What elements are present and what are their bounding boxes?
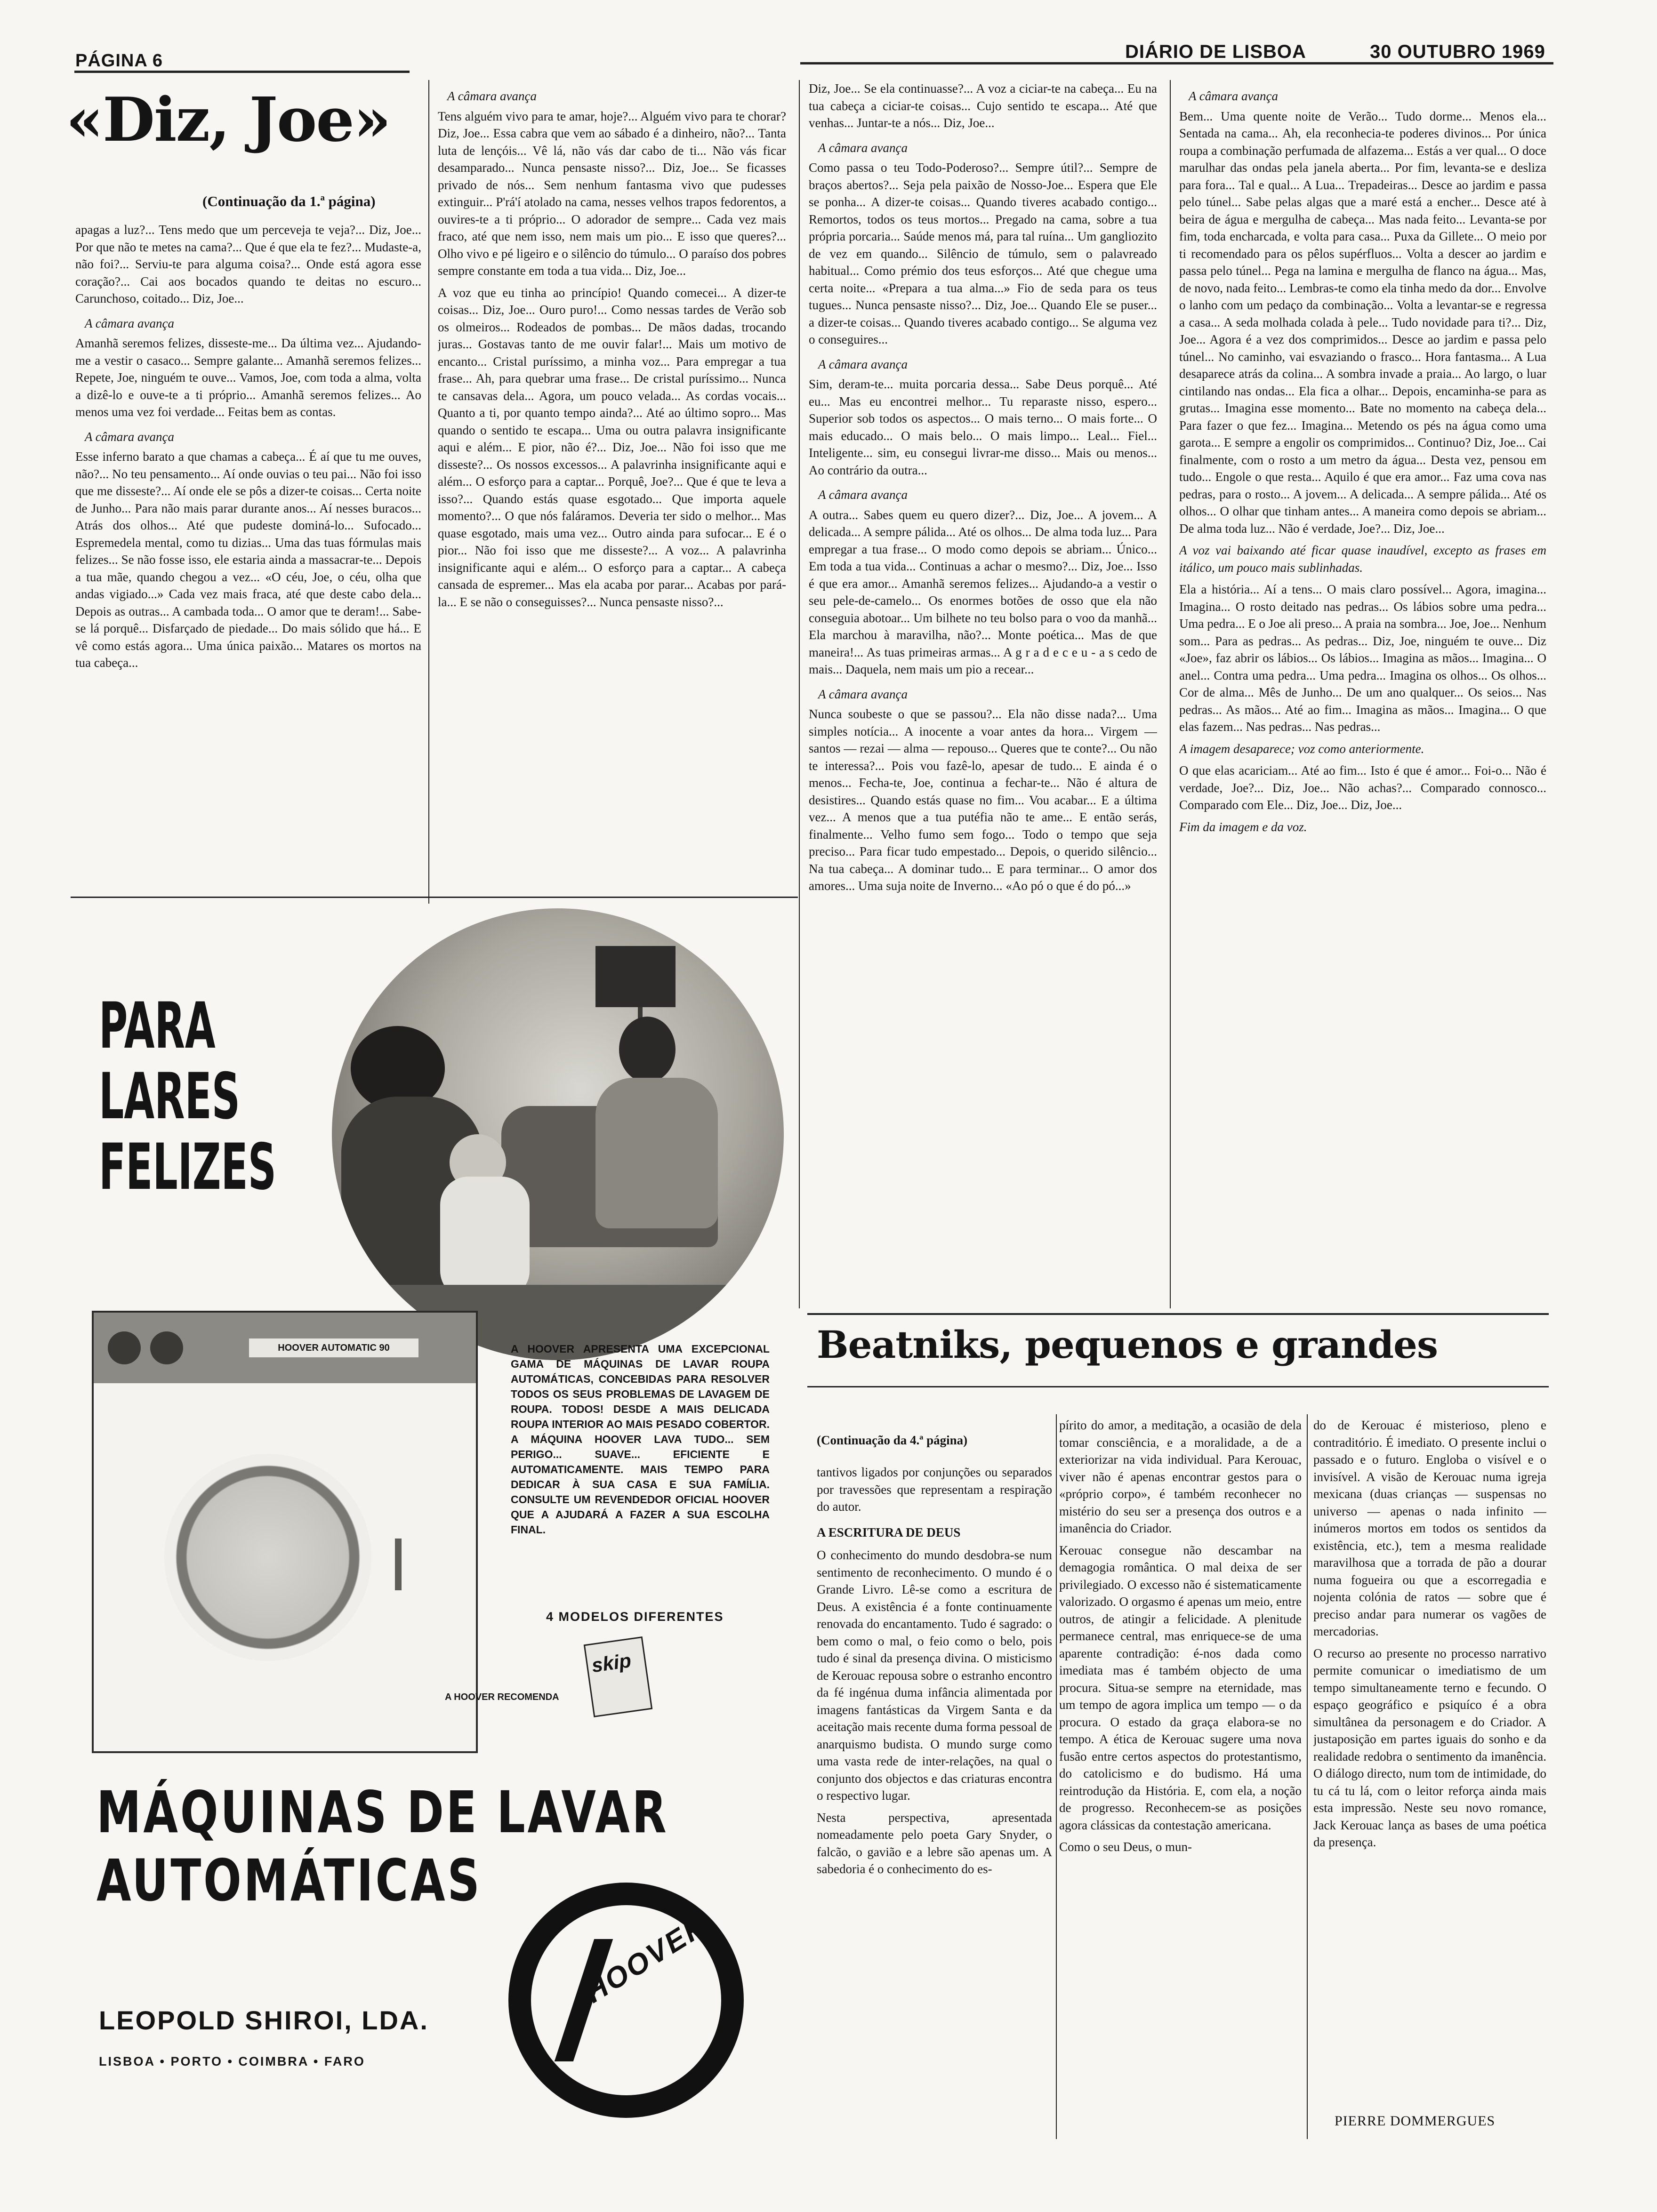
skip-product-badge [584,1636,652,1717]
paragraph: O que elas acariciam... Até ao fim... Isto é que é amor... Foi-o... Não é verdade, Joe?... Diz, Joe... Não achas?... Comparado connosco... Comparado com Ele... Diz, Joe... Diz, Joe... [1179,763,1546,812]
paragraph: A voz que eu tinha ao princípio! Quando comecei... A dizer-te coisas... Diz, Joe... Ouro puro!... Como nessas tardes de Verão sob os olmeiros... Rodeados de pombas... De mãos dadas, trocando juras... Gostavas tanto de me ouvir falar!... Mais um motivo de encanto... Cristal puríssimo, a minha voz... Para empregar a tua frase... Ah, para quebrar uma frase... De cristal puríssimo... Nunca te cansavas dela... Agora, um pouco velada... As cordas vocais... Quanto a ti, por quanto tempo ainda?... Até ao último sopro... Mas quando o sentido te escapa... Uma ou outra palavra insignificante aqui e além... E pior, não é?... Diz, Joe... Não foi isso que me disseste?... Os nossos excessos... A palavrinha insignificante aqui e além... O esforço para a captar... Porquê, Joe?... Que é que te leva a isso?... Quando estás quase esgotado... Que importa aquele momento?... O que nós faláramos. Deveria ter sido o melhor... Mas quase esgotado, mais uma vez... Outro ainda para sufocar... E é o pior... Não foi isso que me disseste?... A voz... A palavrinha insignificante aqui e além... O esforço para a captar... A cabeça cansada de espremer... Mas ela acaba por parar... Acabas por pará-la... E se não o conseguisses?... Nunca pensaste nisso?... [438,285,786,609]
section-heading: A ESCRITURA DE DEUS [817,1525,961,1539]
ad-headline-line: PARA [99,989,216,1063]
header-rule-right [800,62,1553,64]
column-rule [1170,80,1171,1308]
section-rule [807,1313,1549,1315]
article-column-1 [75,221,421,885]
section-subheading: A câmara avança [818,488,908,502]
article-title: Beatniks, pequenos e grandes [817,1322,1438,1367]
section-subheading: A câmara avança [818,357,908,371]
ad-headline-line: FELIZES [99,1130,276,1204]
control-dial-icon [108,1331,141,1364]
door-handle-icon [395,1539,402,1590]
hoover-logo [508,1883,744,2118]
paragraph: pírito do amor, a meditação, a ocasião de dela tomar consciência, e a moralidade, a de a exteriorizar na vida individual. Para Kerouac, viver não é apenas encontrar gestos para o «próprio corpo», é também reconhecer no mistério do seu ser a presença dos outros e a imanência do Criador. [1059,1418,1302,1535]
paragraph: tantivos ligados por conjunções ou separados por travessões que representam a respiração do autor. [817,1465,1052,1514]
machine-model-label: HOOVER AUTOMATIC 90 [249,1338,418,1357]
article-column-4 [1179,80,1546,1322]
man-figure [619,1017,676,1082]
ad-headline-line: LARES [99,1059,241,1133]
article-column-3 [809,80,1157,1322]
page-number: PÁGINA 6 [75,51,163,71]
article-continuation: (Continuação da 4.ª página) [817,1433,968,1447]
column-rule [799,80,800,1308]
section-subheading: A câmara avança [1189,89,1278,103]
section-subheading: A câmara avança [85,316,174,330]
window-shape [595,946,676,1007]
ad-slogan-line-1: MÁQUINAS DE LAVAR [97,1779,669,1846]
column-rule [1056,1414,1057,2139]
family-photo [332,908,784,1360]
paragraph: Como o seu Deus, o mun- [1059,1840,1192,1854]
column-rule [428,80,429,904]
control-panel [94,1313,476,1383]
control-dial-icon [150,1331,183,1364]
paragraph: O recurso ao presente no processo narrativo permite comunicar o imediatismo de um tempo simultaneamente terno e fecundo. O espaço geográfico e psiquíco é a obra simultânea da personagem e do Criador. A justaposição em partes iguais do sonho e da realidade redobra o sentimento da imanência. O diálogo directo, num tom de intimidade, do tu cá tu lá, com o leitor reforça ainda mais esta impressão. Neste seu novo romance, Jack Kerouac lança as bases de uma poética da presença. [1313,1646,1546,1849]
paragraph: Amanhã seremos felizes, disseste-me... Da última vez... Ajudando-me a vestir o casaco... Sempre galante... Amanhã seremos felizes... Repete, Joe, ninguém te ouve... Vamos, Joe, com toda a alma, volta a dizê-lo e ouve-te a ti próprio... Amanhã seremos felizes... Ao menos uma vez foi verdade... Feitas bem as contas. [75,336,421,419]
section-subheading: A câmara avança [818,687,908,701]
article-continuation: (Continuação da 1.ª página) [202,193,376,209]
paragraph: Nesta perspectiva, apresentada nomeadamente pelo poeta Gary Snyder, o falcão, o gavião e a lebre são apenas um. A sabedoria é o conhecimento do es- [817,1810,1052,1876]
paragraph: Tens alguém vivo para te amar, hoje?... Alguém vivo para te chorar? Diz, Joe... Essa cabra que vem ao sábado é a dinheiro, não?... Tanta luta de lençóis... Vê lá, não vás dar cabo de ti... Não vás ficar desamparado... Nunca pensaste nisso?... Diz, Joe... Se ficasses privado de nós... Sem nenhum fantasma vivo que pudesses extinguir... P'rá'í atolado na cama, nesses velhos trapos fedorentos, a ouvires-te a ti próprio... O adorador de sempre... Cada vez mais fraco, até que nem isso, nem mais um pio... E isso que queres?... Olho vivo e pé ligeiro e o silêncio do túmulo... O paraíso dos pobres sempre constante em toda a tua vida... Diz, Joe... [438,109,786,278]
paragraph: Como passa o teu Todo-Poderoso?... Sempre útil?... Sempre de braços abertos?... Seja pela paixão de Nosso-Joe... Espera que Ele se ponha... A dizer-te coisas... Quando tiveres acabado contigo... Remortos, todos os teus mortos... Pregado na cama, sobre a tua própria porcaria... Saúde menos má, para tal ruína... Um gangliozito de vez em quando... Silêncio de túmulo, sem o palavreado habitual... Como prémio dos teus esforços... Até que chegue uma certa noite... «Prepara a tua alma...» Fio de seda para os teus tugues... Nunca pensaste nisso?... Diz, Joe... Quando Ele se puser... a dizer-te coisas... Quando tiveres acabado contigo... Se alguma vez o conseguires... [809,160,1157,346]
ad-body-copy: A HOOVER APRESENTA UMA EXCEPCIONAL GAMA DE MÁQUINAS DE LAVAR ROUPA AUTOMÁTICAS, CONCEBIDAS PARA RESOLVER TODOS OS SEUS PROBLEMAS DE LAVAGEM DE ROUPA. TODOS! DESDE A MAIS DELICADA ROUPA INTERIOR AO MAIS PESADO COBERTOR. A MÁQUINA HOOVER LAVA TUDO... SEM PERIGO... SUAVE... EFICIENTE E AUTOMATICAMENTE. MAIS TEMPO PARA DEDICAR À SUA CASA E SUA FAMÍLIA. CONSULTE UM REVENDEDOR OFICIAL HOOVER QUE A AJUDARÁ A FAZER A SUA ESCOLHA FINAL. [511,1343,770,1536]
ad-slogan-line-2: AUTOMÁTICAS [97,1847,482,1914]
child-body [440,1177,530,1299]
paragraph: Esse inferno barato a que chamas a cabeça... É aí que tu me ouves, não?... No teu pensamento... Aí onde ouvias o teu pai... Não foi isso que me disseste?... Aí onde ele se pôs a dizer-te coisas... Certa noite de Junho... Para não mais parar durante anos... Aí nesses buracos... Atrás dos olhos... Até que pudeste dominá-lo... Sufocado... Espremedela mental, como tu dizias... Uma das tuas fórmulas mais felizes... Se não fosse isso, ele estaria ainda a massacrar-te... Depois a tua mãe, quando chegou a vez... «O céu, Joe, o céu, olha que andas vigiado...» Cada vez mais fraca, até que deste cabo dela... Depois as outras... A cambada toda... O amor que te deram!... Sabe-se lá porquê... Disfarçado de piedade... Do mais sólido que há... E vê como estás agora... Uma única paixão... Matares os mortos na tua cabeça... [75,449,421,670]
paragraph: Kerouac consegue não descambar na demagogia romântica. O mal deixa de ser privilegiado. O excesso não é sistematicamente valorizado. O orgasmo é apenas um meio, entre outros, de atingir a felicidade. A plenitude permanece central, mas enriquece-se de uma aparente contradição: é-nos dada como imediata mas é também objecto de uma procura. Situa-se sempre na eternidade, mas um tempo de agora implica um tempo — o da procura. O estado da graça elabora-se no tempo. A ética de Kerouac sugere uma nova fusão entre certos aspectos do protestantismo, do catolicismo e do budismo. Há uma reintrodução da História. E, com ela, a noção de progresso. Reconhecem-se as posições agora clássicas da contestação americana. [1059,1543,1302,1832]
article-title: «Diz, Joe» [66,85,390,155]
section-subheading: A câmara avança [447,89,537,103]
article-column-3 [1313,1417,1546,2104]
issue-date: 30 OUTUBRO 1969 [1370,41,1545,62]
paragraph: Diz, Joe... Se ela continuasse?... A voz a ciciar-te na cabeça... Eu na tua cabeça a ciciar-te coisas... Cujo sentido te escapa... Até que venhas... Juntar-te a nós... Diz, Joe... [809,81,1157,130]
ad-models-line: 4 MODELOS DIFERENTES [546,1610,724,1624]
paragraph: do de Kerouac é misterioso, pleno e contraditório. É imediato. O presente inclui o passado e o futuro. Engloba o visível e o invisível. A visão de Kerouac numa igreja mexicana (duas crianças — suspensas no universo — apenas o nada infinito — inúmeros mortos em todos os sentidos da existência, etc.), tem a mesma realidade maravilhosa que a torrada de pão a dourar numa fogueira ou que a escorregadia e nojenta colónia de ratos — sobre que é preciso andar para numerar os vagões de mercadorias. [1313,1418,1546,1638]
article-column-2 [1059,1417,1302,2141]
skip-label: skip [590,1649,633,1677]
paragraph: Ela a história... Aí a tens... O mais claro possível... Agora, imagina... Imagina... O rosto deitado nas pedras... Os lábios sobre uma pedra... Uma pedra... E o Joe ali preso... A praia na sombra... Joe, Joe... Nenhum som... Para as pedras... As pedras... Diz, Joe, ninguém te ouve... Diz «Joe», faz abrir os lábios... Os lábios... Imagina as mãos... Imagina... O anel... Contra uma pedra... Uma pedra... Imagina os olhos... Os olhos... Cor de alma... Mês de Junho... De um ano qualquer... Os seios... Nas pedras... As mãos... Até ao fim... Imagina as mãos... Imagina... O que elas fazem... Nas pedras... Nas pedras... [1179,582,1546,734]
paragraph: Nunca soubeste o que se passou?... Ela não disse nada?... Uma simples notícia... A inocente a voar antes da hora... Virgem — santos — rezai — alma — repouso... Queres que te conte?... Ou não te interessa?... Pois vou fazê-lo, apesar de tudo... E ainda é o menos... Fecha-te, Joe, continua a fechar-te... Não é altura de desistires... Quando estás quase no fim... Vou acabar... E a última vez... A menos que a tua putéfia não te ame... E então serás, finalmente... Velho fumo sem fogo... Todo o tempo que seja preciso... Para ficar tudo empestado... Depois, o querido silêncio... Na tua cabeça... A dominar tudo... E para terminar... O amor dos amores... Uma suja noite de Inverno... «Ao pó o que é do pó...» [809,707,1157,893]
section-subheading: A câmara avança [818,140,908,155]
dealer-name: LEOPOLD SHIROI, LDA. [99,2005,429,2035]
stage-direction: A imagem desaparece; voz como anteriormente. [1179,741,1424,756]
header-rule-left [74,71,410,73]
dealer-cities: LISBOA • PORTO • COIMBRA • FARO [99,2054,365,2068]
stage-direction: A voz vai baixando até ficar quase inaudível, excepto as frases em itálico, um pouco mais sublinhadas. [1179,543,1546,575]
section-subheading: A câmara avança [85,429,174,444]
section-rule [71,897,798,898]
hoover-logo-text: HOOVER [579,1908,714,2010]
ad-headline [99,991,344,1202]
article-column-2 [438,80,786,908]
section-rule [807,1386,1549,1387]
newspaper-name: DIÁRIO DE LISBOA [1125,41,1306,62]
article-column-1 [817,1464,1052,2141]
paragraph: Bem... Uma quente noite de Verão... Tudo dorme... Menos ela... Sentada na cama... Ah, ela reconhecia-te poderes divinos... Por única roupa a combinação perfumada de alfazema... Estás a ver qual... O doce marulhar das ondas pela janela aberta... Por fim, levanta-se e desliza para fora... Tal e qual... A Lua... Trepadeiras... Desce ao jardim e passa pelo túnel... Sabe pelas algas que a maré está a encher... Desce até à beira de água e mergulha de cabeça... Mas nada feito... Levanta-se por fim, toda encharcada, e volta para casa... Puxa da Gillete... O meio por ti recomendado para os pêlos supérfluos... Volta a descer ao jardim e passa pelo túnel... Pega na lamina e mergulha de flanco na água... Mas, de novo, nada feito... Lembras-te como ela tinha medo da dor... Envolve o lanho com um pedaço da combinação... Volta a levantar-se e regressa a casa... A seda molhada colada à pele... Tudo novidade para ti?... Diz, Joe... Agora é a vez dos comprimidos... Desce ao jardim e passa pelo túnel... No caminho, vai esvaziando o frasco... Hora fantasma... A Lua desaparece atrás da colina... A sombra invade a praia... Ao largo, o luar cintilando nas ondas... Ela fica a olhar... Depois, encaminha-se para as grutas... Imagina esse momento... Bate no momento na cabeça dela... Para fazer o que fez... Imagina... Metendo os pés na água como uma garota... E sempre a engolir os comprimidos... Continuo? Diz, Joe... Cai finalmente, com o rosto a um metro da água... Desta vez, pensou em tudo... Engole o que resta... Aquilo é que era amor... Faz uma cova nas pedras, para o rosto... A jovem... A delicada... A sempre pálida... Até os olhos... O olhar que tinham antes... A maneira como depois se abriam... De alma toda luz... Não é verdade, Joe?... Diz, Joe... [1179,109,1546,536]
paragraph: O conhecimento do mundo desdobra-se num sentimento de reconhecimento. O mundo é o Grande Livro. Lê-se como a escritura de Deus. A existência é a fonte continuamente renovada do encantamento. Tudo é sagrado: o bem como o mal, o feio como o belo, pois tudo é sinal da presença divina. O misticismo de Kerouac repousa sobre o estranho encontro da fé ingénua duma infância alimentada por imagens fantásticas da Virgem Santa e da aceitação mais recente duma forma pessoal de anarquismo budista. O mundo surge como uma vasta rede de inter-relações, na qual o conjunto dos objectos e das criaturas encontra o respectivo lugar. [817,1548,1052,1803]
article-author: PIERRE DOMMERGUES [1335,2113,1496,2129]
paragraph: A outra... Sabes quem eu quero dizer?... Diz, Joe... A jovem... A delicada... A sempre pálida... Até os olhos... De alma toda luz... Para empregar a tua frase... O modo como depois se abriam... Único... Em toda a tua vida... Continuas a achar o mesmo?... Diz, Joe... Isso é que era amor... Amanhã seremos felizes... Ajudando-a a vestir o seu pele-de-camelo... Os enormes botões de osso que ela não conseguia abotoar... Um bilhete no teu bolso para o voo da manhã... Ela marchou à maravilha, não?... Monte poética... Mas de que maneira!... As tuas primeiras armas... A g r a d e c e u - a s cedo de mais... Daquela, nem mais um pio a recear... [809,507,1157,676]
column-rule [1307,1414,1308,2139]
washing-machine [92,1311,478,1753]
paragraph: apagas a luz?... Tens medo que um perceveja te veja?... Diz, Joe... Por que não te metes na cama?... Que é que ela te fez?... Mudaste-a, não foi?... Serviu-te para alguma coisa?... Onde está agora esse coração?... Cai aos bocados quando te deitas no escuro... Carunchoso, coitado... Diz, Joe... [75,223,421,305]
paragraph: Sim, deram-te... muita porcaria dessa... Sabe Deus porquê... Até eu... Mas eu encontrei melhor... Tu reparaste nisso, espero... Superior sob todos os aspectos... O mais terno... O mais forte... O mais educado... O mais belo... O mais limpo... Leal... Fiel... Inteligente... sim, eu consegui livrar-me disso... Mais ou menos... Ao contrário da outra... [809,377,1157,477]
stage-direction: Fim da imagem e da voz. [1179,819,1307,834]
machine-door [164,1454,371,1661]
hoover-advertisement [71,901,798,2139]
man-body [595,1078,718,1228]
ad-recommends: A HOOVER RECOMENDA [445,1692,559,1702]
